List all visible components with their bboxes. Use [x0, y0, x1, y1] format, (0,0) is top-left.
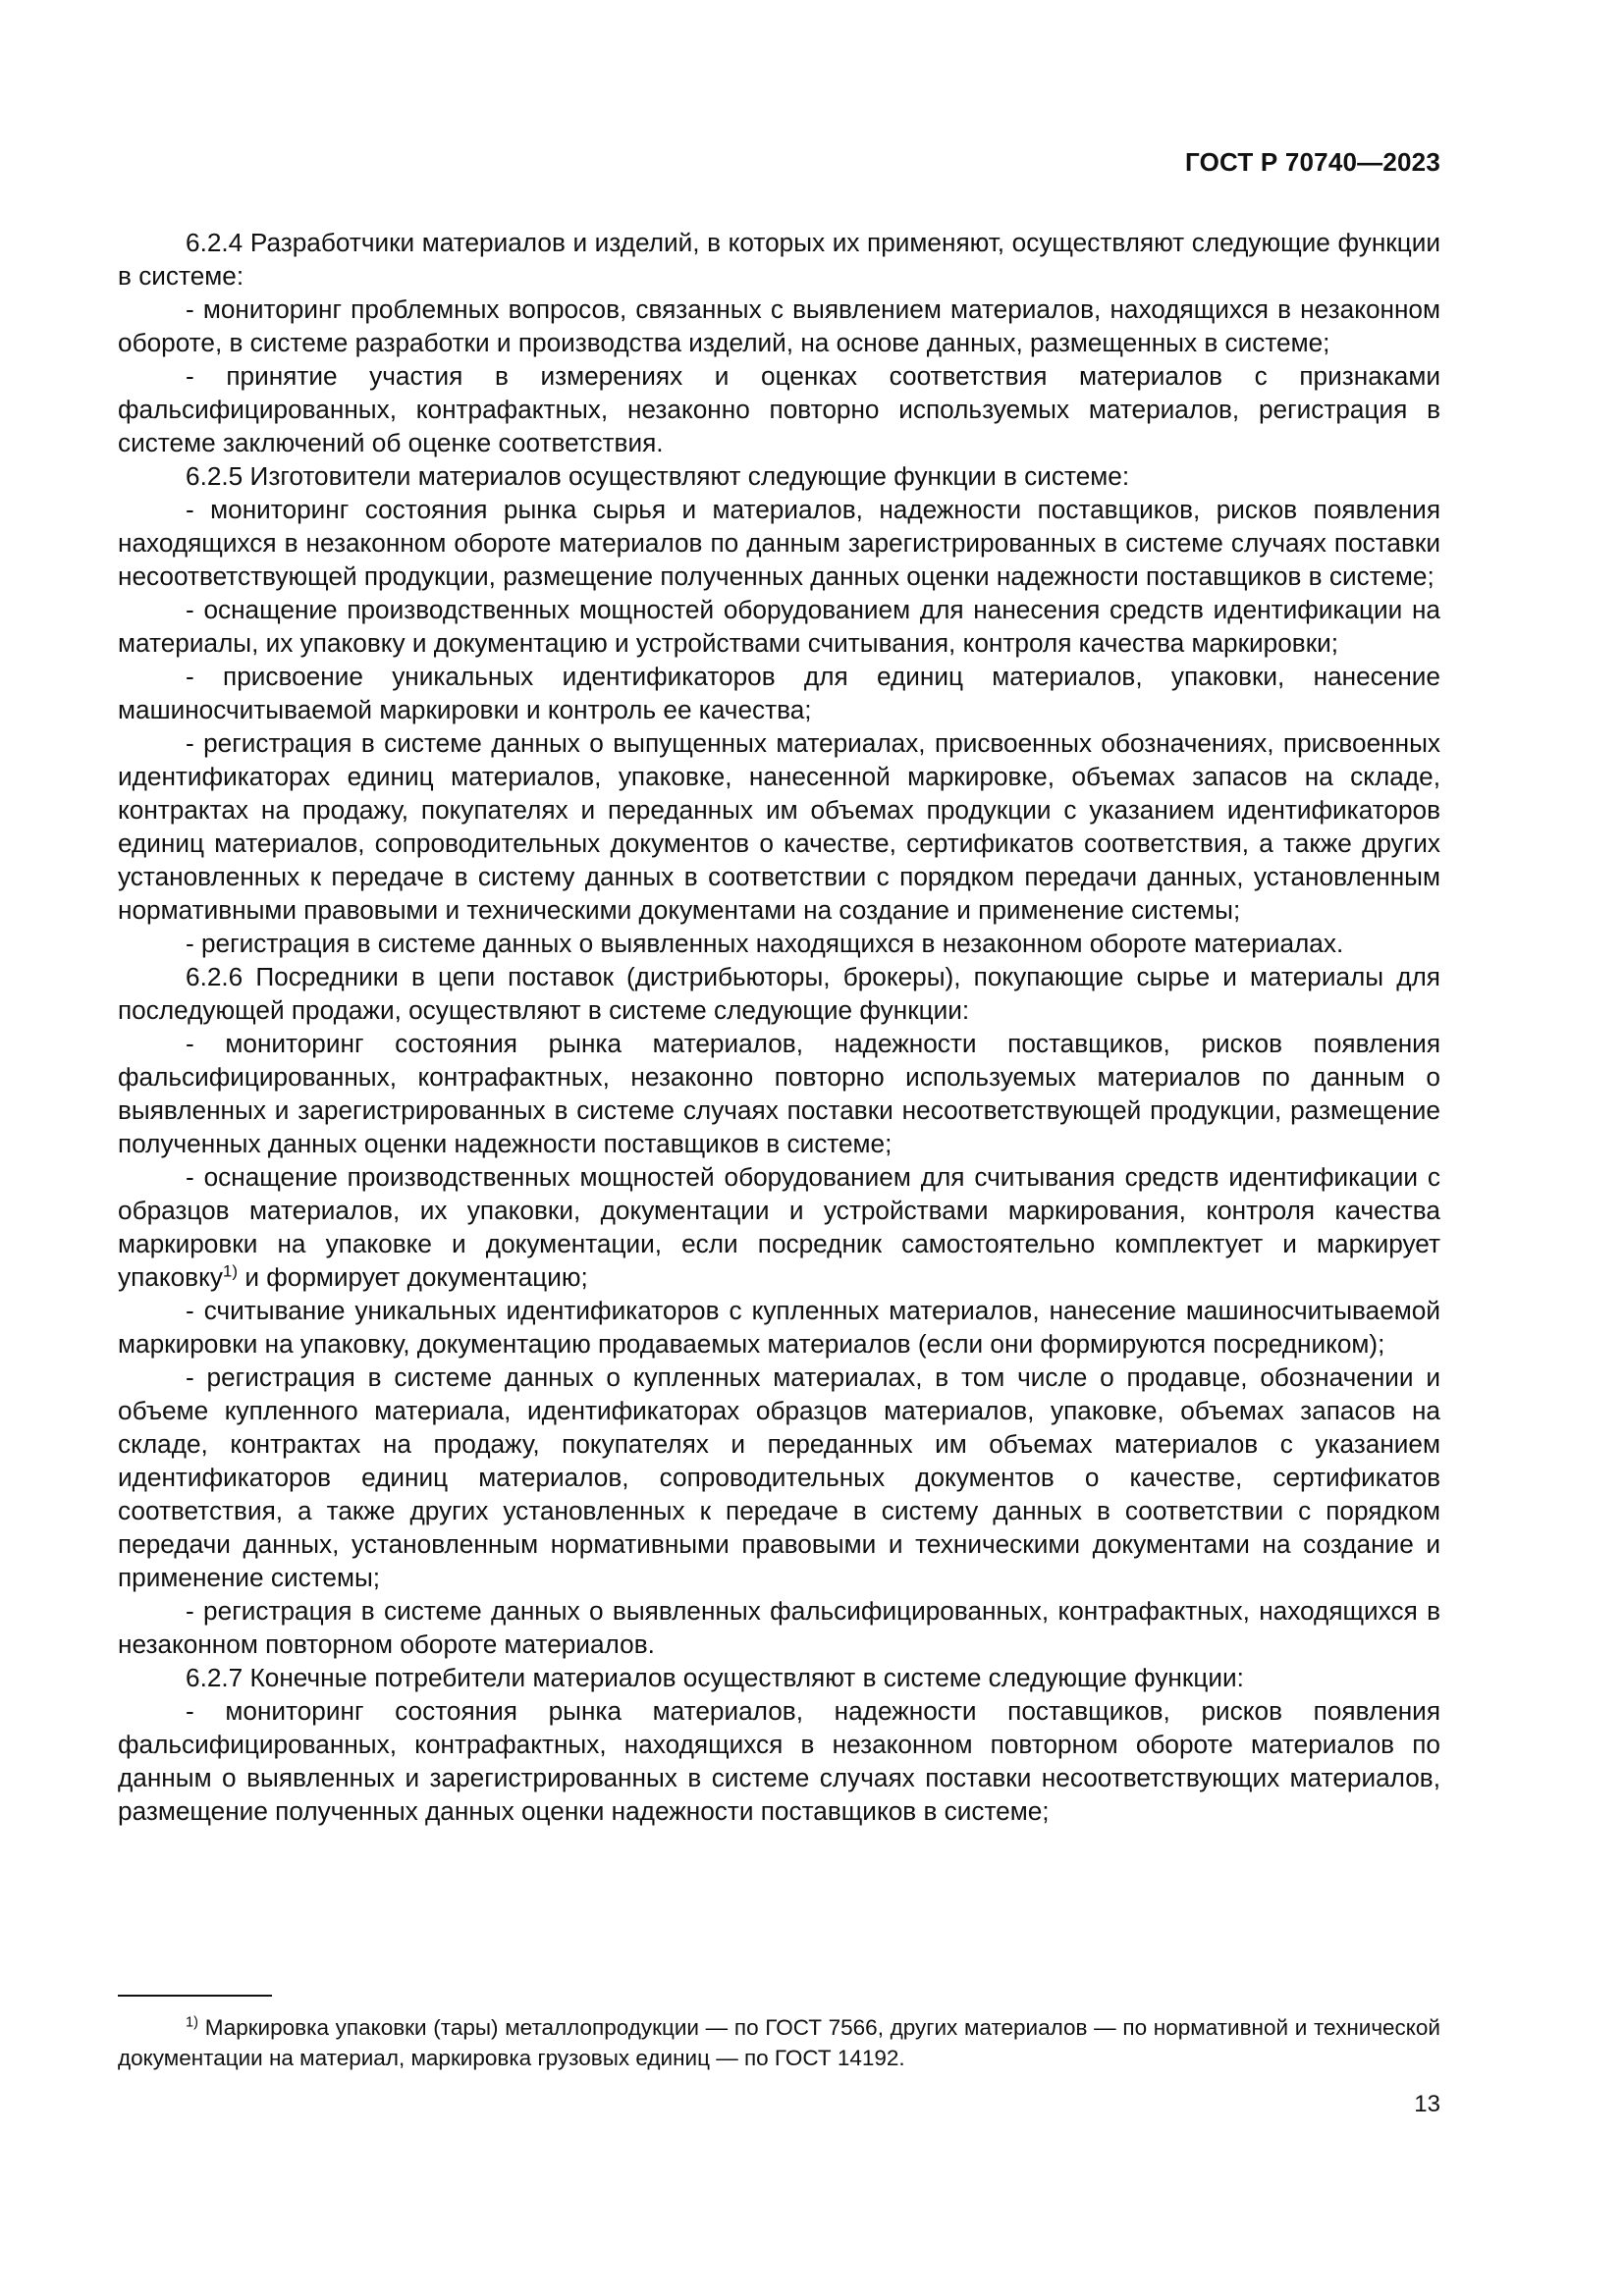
footnote-separator	[118, 1995, 272, 1997]
footnote-body: Маркировка упаковки (тары) металлопродукции — по ГОСТ 7566, других материалов — по нормативной и технической документации на материал, маркировка грузовых единиц — по ГОСТ 14192.	[118, 2015, 1440, 2070]
footnote-reference: 1)	[222, 1261, 239, 1281]
paragraph: - оснащение производственных мощностей оборудованием для нанесения средств идентификации на материалы, их упаковку и документацию и устройствами считывания, контроля качества маркировки;	[118, 595, 1440, 658]
document-header: ГОСТ Р 70740—2023	[1185, 147, 1440, 177]
paragraph: - регистрация в системе данных о выпущенных материалах, присвоенных обозначениях, присвоенных идентификаторах единиц материалов, упаковке, нанесенной маркировке, объемах запасов на складе, контрактах на продажу, покупателях и переданных им объемах продукции с указанием идентификаторов единиц материалов, сопроводительных документов о качестве, сертификатов соответствия, а также других установленных к передаче в систему данных в соответствии с порядком передачи данных, установленным нормативными правовыми и техническими документами на создание и применение системы;	[118, 728, 1440, 925]
paragraph: 6.2.5 Изготовители материалов осуществляют следующие функции в системе:	[186, 461, 1130, 491]
paragraph: - принятие участия в измерениях и оценках соответствия материалов с признаками фальсифицированных, контрафактных, незаконно повторно используемых материалов, регистрация в системе заключений об оценке соответствия.	[118, 361, 1440, 457]
paragraph: - считывание уникальных идентификаторов с купленных материалов, нанесение машиносчитываемой маркировки на упаковку, документацию продаваемых материалов (если они формируются посредником);	[118, 1296, 1440, 1359]
page-number: 13	[1414, 2091, 1440, 2117]
paragraph-text: - оснащение производственных мощностей оборудованием для считывания средств идентификации с образцов материалов, их упаковки, документации и устройствами маркирования, контроля качества маркировки на упаковке и документации, если посредник самостоятельно комплектует и маркирует упаковку	[118, 1162, 1440, 1292]
paragraph: 6.2.7 Конечные потребители материалов осуществляют в системе следующие функции:	[186, 1663, 1244, 1692]
paragraph: - присвоение уникальных идентификаторов для единиц материалов, упаковки, нанесение машиносчитываемой маркировки и контроль ее качества;	[118, 662, 1440, 724]
body-text	[118, 226, 1440, 1828]
paragraph: - регистрация в системе данных о выявленных фальсифицированных, контрафактных, находящихся в незаконном повторном обороте материалов.	[118, 1596, 1440, 1659]
paragraph: - мониторинг состояния рынка материалов, надежности поставщиков, рисков появления фальсифицированных, контрафактных, находящихся в незаконном повторном обороте материалов по данным о выявленных и зарегистрированных в системе случаях поставки несоответствующих материалов, размещение полученных данных оценки надежности поставщиков в системе;	[118, 1696, 1440, 1826]
paragraph-with-footnote-ref	[118, 1160, 1440, 1294]
paragraph: - регистрация в системе данных о купленных материалах, в том числе о продавце, обозначении и объеме купленного материала, идентификаторах образцов материалов, упаковке, объемах запасов на складе, контрактах на продажу, покупателях и переданных им объемах материалов с указанием идентификаторов единиц материалов, сопроводительных документов о качестве, сертификатов соответствия, а также других установленных к передаче в систему данных в соответствии с порядком передачи данных, установленным нормативными правовыми и техническими документами на создание и применение системы;	[118, 1362, 1440, 1592]
paragraph: 6.2.6 Посредники в цепи поставок (дистрибьюторы, брокеры), покупающие сырье и материалы для последующей продажи, осуществляют в системе следующие функции:	[118, 962, 1440, 1025]
footnote	[118, 2012, 1440, 2073]
paragraph: 6.2.4 Разработчики материалов и изделий, в которых их применяют, осуществляют следующие функции в системе:	[118, 228, 1440, 291]
footnote-text	[118, 2012, 1440, 2073]
paragraph: - мониторинг состояния рынка сырья и материалов, надежности поставщиков, рисков появления находящихся в незаконном обороте материалов по данным зарегистрированных в системе случаях поставки несоответствующей продукции, размещение полученных данных оценки надежности поставщиков в системе;	[118, 495, 1440, 591]
paragraph-text: и формирует документацию;	[238, 1262, 588, 1292]
footnote-marker: 1)	[186, 2014, 198, 2031]
paragraph: - мониторинг состояния рынка материалов, надежности поставщиков, рисков появления фальсифицированных, контрафактных, незаконно повторно используемых материалов по данным о выявленных и зарегистрированных в системе случаях поставки несоответствующей продукции, размещение полученных данных оценки надежности поставщиков в системе;	[118, 1029, 1440, 1158]
paragraph: - мониторинг проблемных вопросов, связанных с выявлением материалов, находящихся в незаконном обороте, в системе разработки и производства изделий, на основе данных, размещенных в системе;	[118, 294, 1440, 357]
paragraph: - регистрация в системе данных о выявленных находящихся в незаконном обороте материалах.	[186, 929, 1344, 958]
